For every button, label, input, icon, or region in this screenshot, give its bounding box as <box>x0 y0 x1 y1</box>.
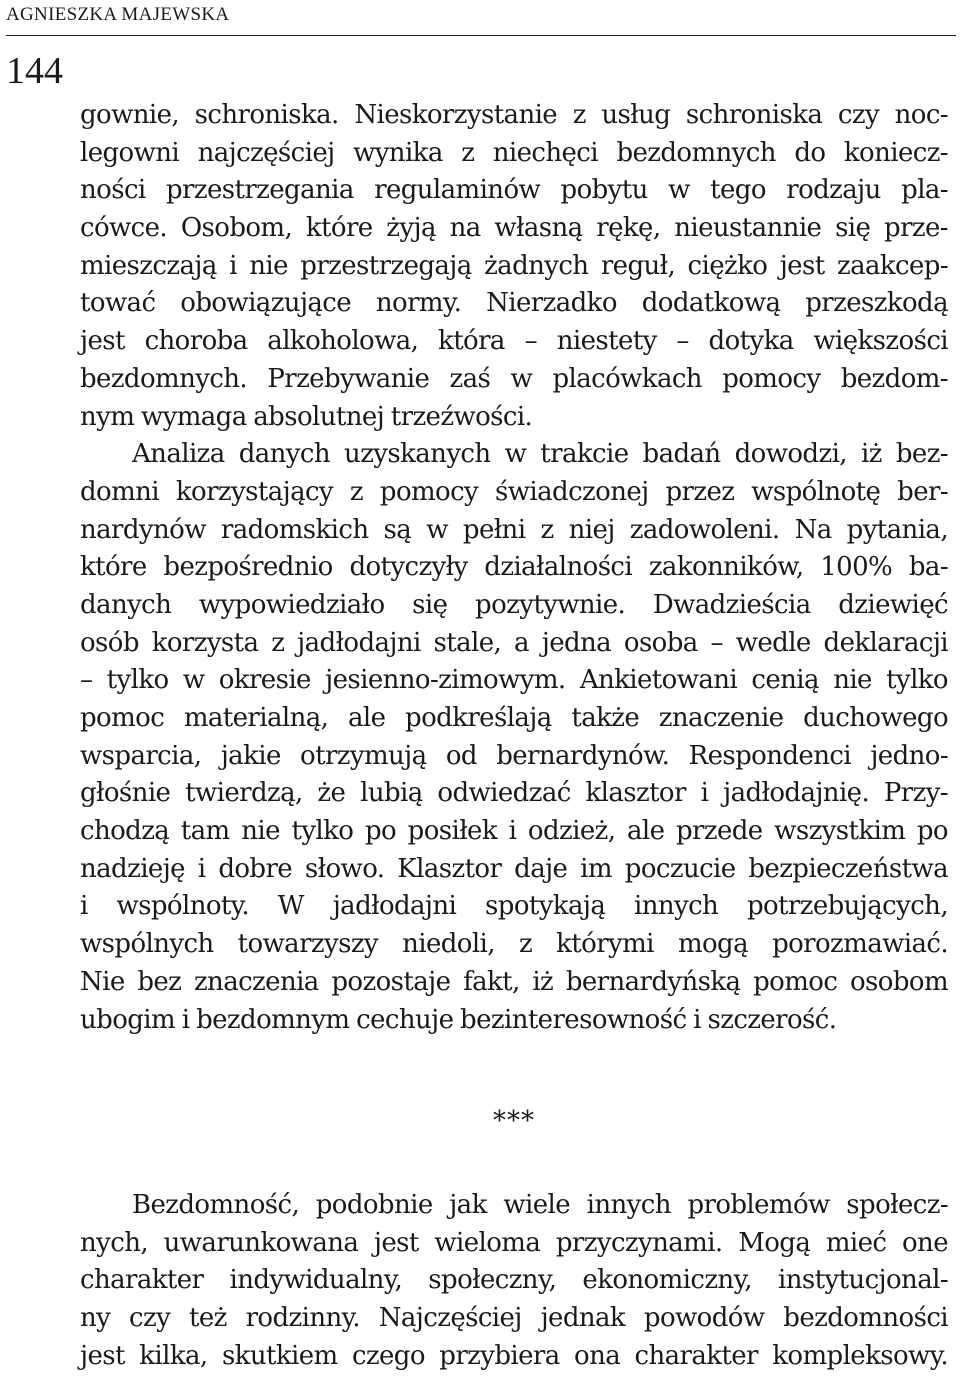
paragraph-1 <box>80 97 948 436</box>
section-separator: *** <box>493 1106 535 1136</box>
text-line: pomoc materialną, ale podkreślają także znaczenie duchowego <box>80 703 948 733</box>
main-text-block <box>80 97 948 1039</box>
text-line: głośnie twierdzą, że lubią odwiedzać klasztor i jadłodajnię. Przy- <box>80 778 948 809</box>
text-line: nych, uwarunkowana jest wieloma przyczynami. Mogą mieć one <box>80 1227 948 1258</box>
text-line: domni korzystający z pomocy świadczonej przez wspólnotę ber- <box>80 476 948 507</box>
text-line: mieszczają i nie przestrzegają żadnych reguł, ciężko jest zaakcep- <box>80 250 948 281</box>
text-line: jest choroba alkoholowa, która – niestety – dotyka większości <box>80 326 948 357</box>
text-line: jest kilka, skutkiem czego przybiera ona charakter kompleksowy. <box>80 1340 948 1371</box>
text-line: tować obowiązujące normy. Nierzadko dodatkową przeszkodą <box>80 288 948 319</box>
text-line: ubogim i bezdomnym cechuje bezinteresowność i szczerość. <box>80 1004 837 1035</box>
text-line: osób korzysta z jadłodajni stale, a jedna osoba – wedle deklaracji <box>80 627 948 658</box>
text-line: nadzieję i dobre słowo. Klasztor daje im poczucie bezpieczeństwa <box>80 853 948 884</box>
text-line: wspólnych towarzyszy niedoli, z którymi mogą porozmawiać. <box>80 929 948 960</box>
text-line: ności przestrzegania regulaminów pobytu w tego rodzaju pla- <box>80 175 948 206</box>
text-line: nardynów radomskich są w pełni z niej zadowoleni. Na pytania, <box>80 514 948 545</box>
text-line: Analiza danych uzyskanych w trakcie badań dowodzi, iż bez- <box>132 439 948 470</box>
paragraph-3 <box>80 1187 948 1375</box>
header-rule <box>6 35 956 36</box>
text-line: legowni najczęściej wynika z niechęci bezdomnych do koniecz- <box>80 137 948 168</box>
text-line: nym wymaga absolutnej trzeźwości. <box>80 401 533 432</box>
text-line: – tylko w okresie jesienno-zimowym. Ankietowani cenią nie tylko <box>80 665 948 696</box>
page-number: 144 <box>6 50 63 92</box>
text-line: chodzą tam nie tylko po posiłek i odzież, ale przede wszystkim po <box>80 816 948 847</box>
text-line: bezdomnych. Przebywanie zaś w placówkach pomocy bezdom- <box>80 363 948 394</box>
text-line: danych wypowiedziało się pozytywnie. Dwadzieścia dziewięć <box>80 589 948 620</box>
text-line: i wspólnoty. W jadłodajni spotykają innych potrzebujących, <box>80 891 948 922</box>
text-line: ny czy też rodzinny. Najczęściej jednak powodów bezdomności <box>80 1303 948 1334</box>
running-head: AGNIESZKA MAJEWSKA <box>6 4 230 25</box>
text-line: cówce. Osobom, które żyją na własną rękę, nieustannie się prze- <box>80 213 948 244</box>
closing-text-block <box>80 1187 948 1375</box>
text-line: które bezpośrednio dotyczyły działalności zakonników, 100% ba- <box>80 552 948 583</box>
text-line: Bezdomność, podobnie jak wiele innych problemów społecz- <box>132 1190 948 1220</box>
text-line: wsparcia, jakie otrzymują od bernardynów. Respondenci jedno- <box>80 740 948 771</box>
text-line: charakter indywidualny, społeczny, ekonomiczny, instytucjonal- <box>80 1265 948 1296</box>
paragraph-2 <box>80 436 948 1039</box>
text-line: gownie, schroniska. Nieskorzystanie z usług schroniska czy noc- <box>80 100 948 130</box>
text-line: Nie bez znaczenia pozostaje fakt, iż bernardyńską pomoc osobom <box>80 966 948 997</box>
